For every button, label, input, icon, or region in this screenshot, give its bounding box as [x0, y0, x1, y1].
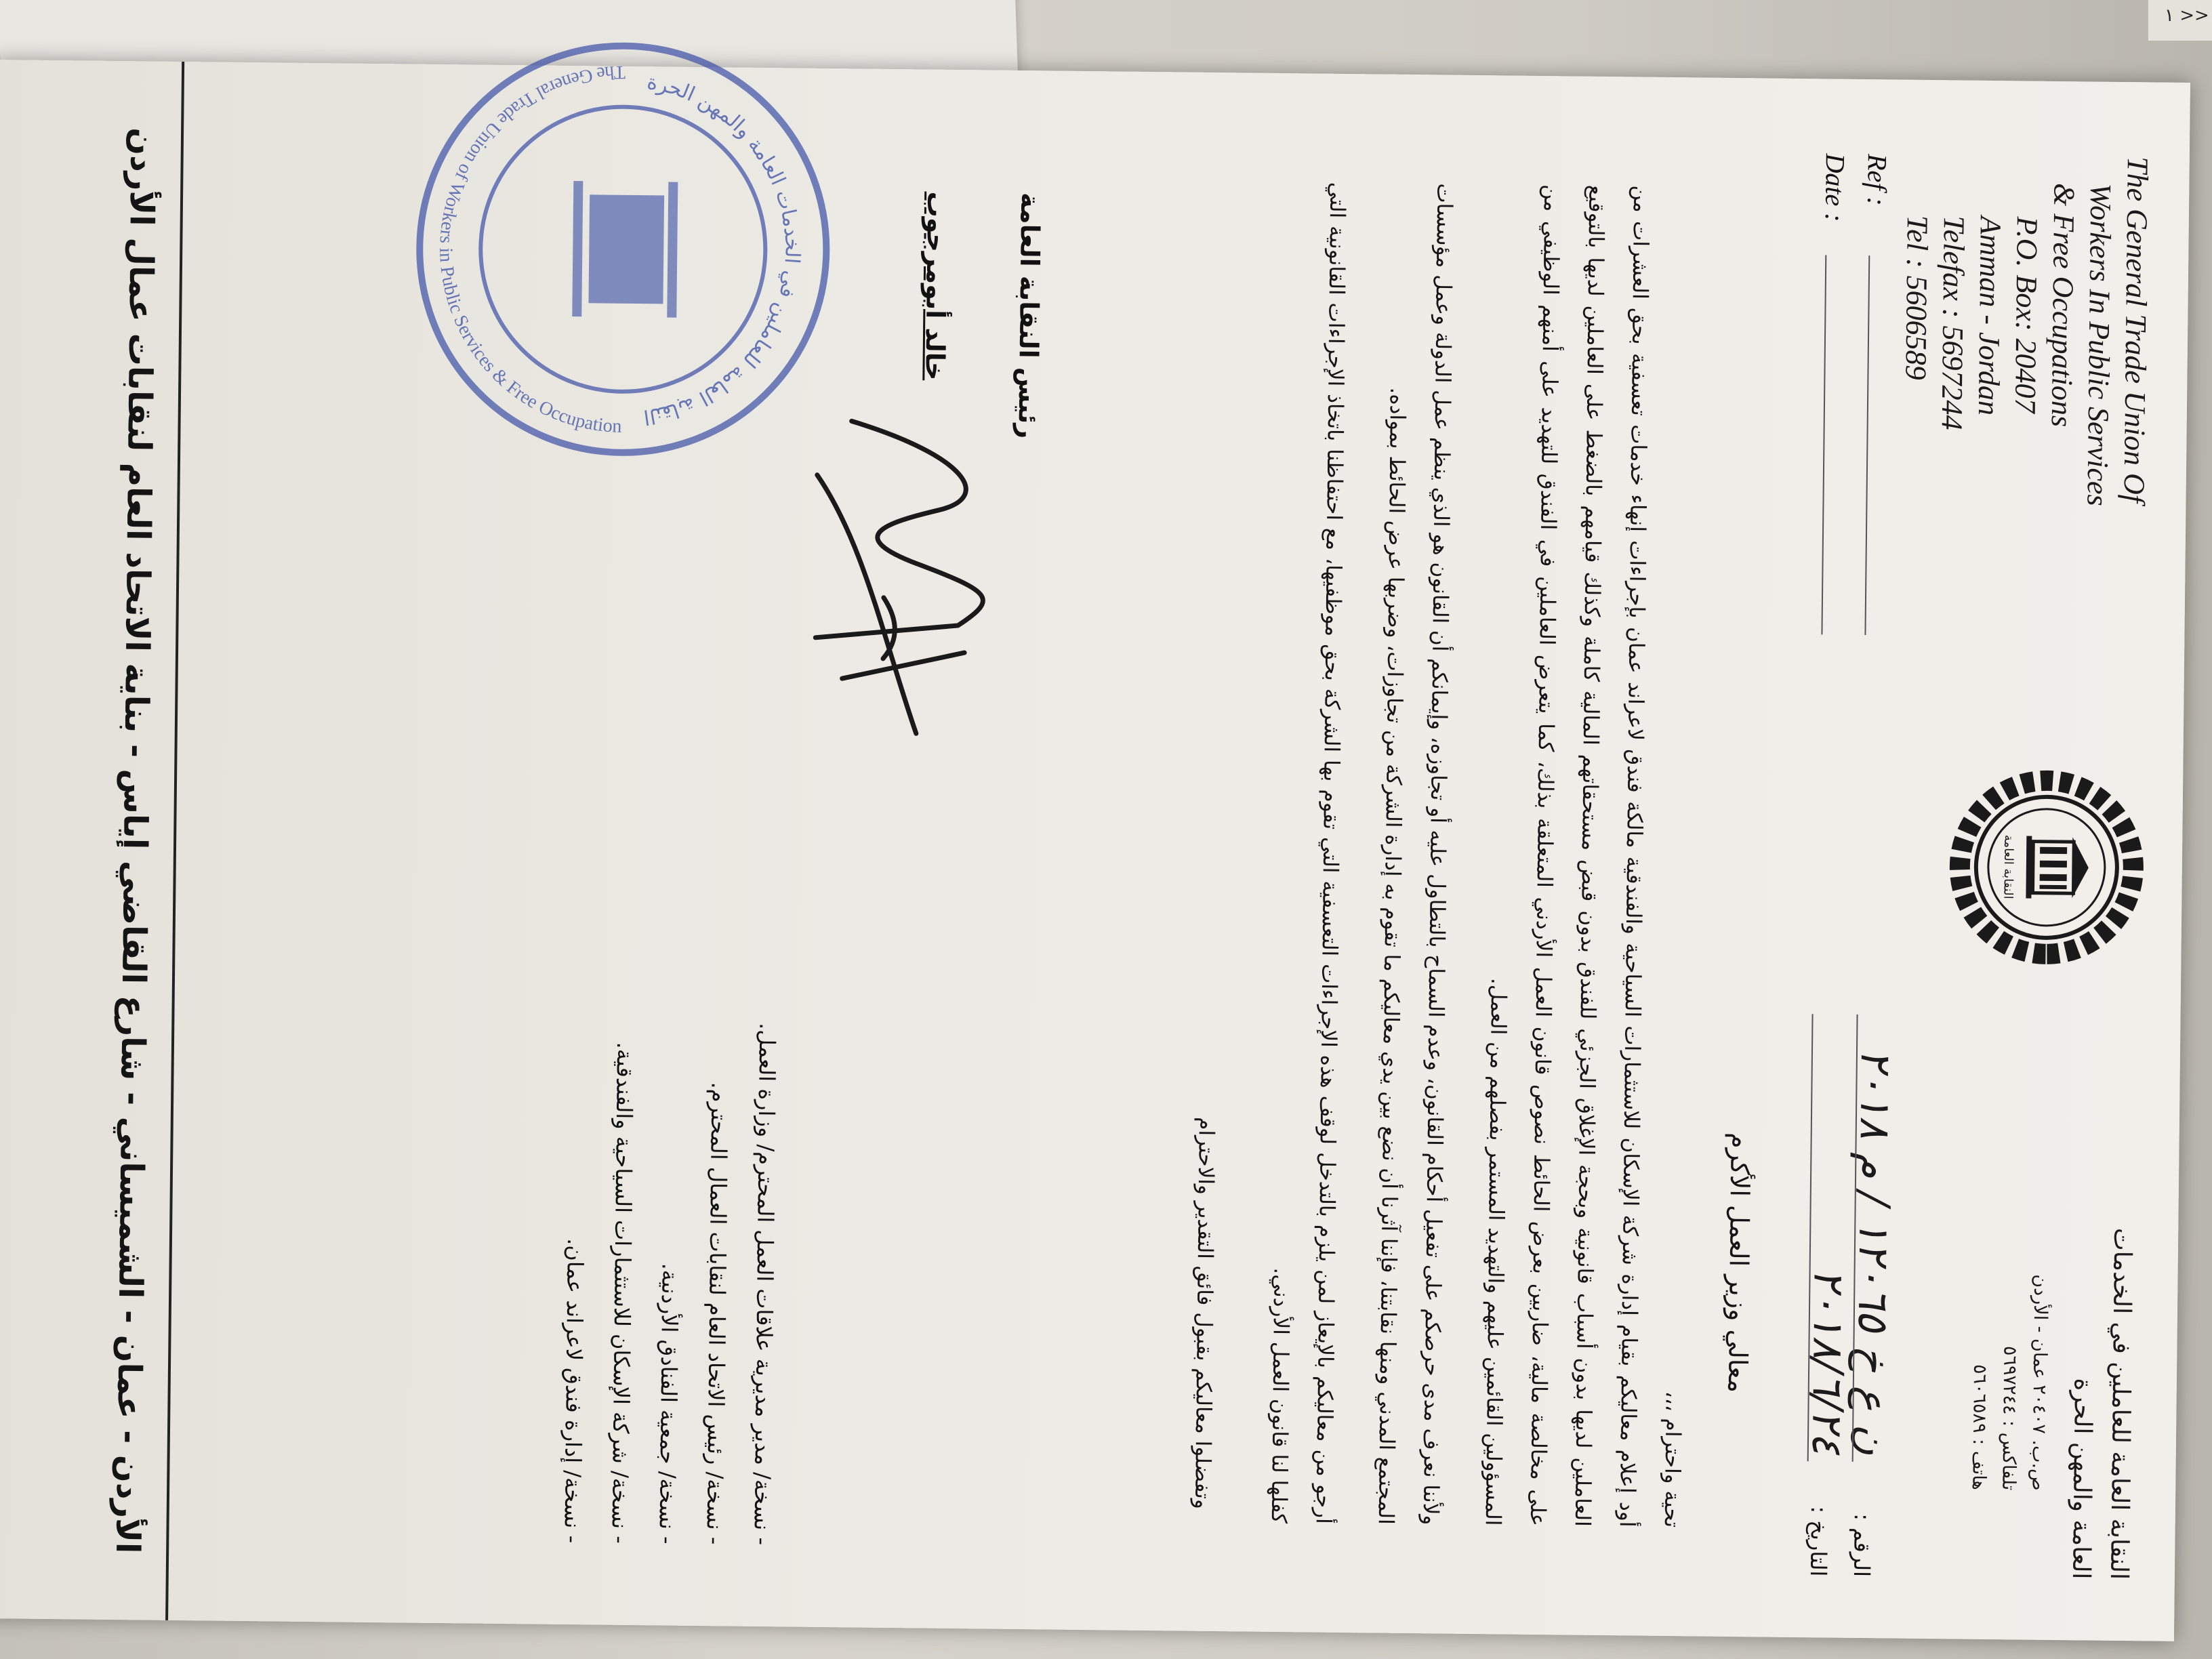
signature-block	[910, 191, 1050, 802]
ref-line-en	[1864, 255, 1870, 635]
date-label-en: Date :	[1819, 153, 1851, 222]
ar-org-name-line: العامة والمهن الحرة	[2066, 1378, 2097, 1580]
ar-org-name-line: النقابة العامة للعاملين في الخدمات	[2104, 1227, 2137, 1580]
ar-contact-line: هاتف : ٥٦٠٦٥٨٩	[1968, 1364, 1991, 1491]
en-letterhead-line: Telefax : 5697244	[1935, 216, 1971, 430]
signatory-name: خالد أبومرجوب	[920, 191, 952, 381]
ref-label-en: Ref :	[1862, 153, 1893, 207]
copy-recipient: - نسخة/ جمعية الفنادق الأردنية.	[654, 1263, 683, 1544]
copies-list	[548, 540, 796, 1546]
english-letterhead	[1895, 155, 2156, 591]
body-paragraph: أرجو من معاليكم بالإيعاز لمن يلزم بالتدخل لوقف هذه الإجراءات التعسفية التي تقوم بها الشركة بحق موظفيها، مع احتفاظنا باتخاذ الإجراءات القانونية التي كفلها لنا قانون العمل الأردني.	[1266, 182, 1350, 1524]
corner-page-mark	[2148, 0, 2212, 41]
letter-document	[0, 60, 2190, 1641]
letter-body	[1182, 181, 1769, 1529]
en-letterhead-line: The General Trade Union Of	[2117, 156, 2154, 504]
copy-recipient: - نسخة/ مدير مديرية علاقات العمل المحترم/ وزارة العمل.	[749, 1022, 781, 1546]
arabic-letterhead	[1963, 1050, 2143, 1580]
address-footer: الأردن - عمان - الشميساني - شارع القاضي إياس - بناية الاتحاد العام لنقابات عمال الأردن	[103, 61, 184, 1620]
body-paragraph: أود إعلام معاليكم بقيام إدارة شركة الإسكان للاستثمارات السياحية والفندقية مالكة فندق لاعراند عمان بإجراءات إنهاء خدمات تعسفية بحق العشرات من العاملين لديها بدون أسباب قانونية وبحجة الإغلاق الجزئي للفندق بدون قبض مستحقاتهم المالية كاملة وكذلك قيامهم بالضغط على العاملين لديها بالتوقيع على مخالصة مالية، ضاربين بعرض الحائط نصوص قانون العمل الأردني المتعلقة بذلك، كما يتعرض العاملين في الفندق للتهديد على أمنهم الوظيفي من المسؤولين القائمين عليهم والتهديد المستمر بفصلهم من العمل.	[1480, 184, 1654, 1528]
en-letterhead-line: & Free Occupations	[2045, 182, 2081, 428]
official-stamp	[384, 9, 863, 489]
date-label-ar: التاريخ :	[1805, 1506, 1832, 1577]
addressee: معالي وزير العمل الأكرم	[1722, 1132, 1755, 1393]
ar-contact-line: ص.ب. ٢٠٤٠٧ عمان - الأردن	[2028, 1274, 2051, 1491]
union-logo-emblem	[1944, 764, 2149, 970]
ref-labels-ar	[1797, 1506, 1884, 1577]
greeting: تحية واحترام ،،،	[1659, 1391, 1685, 1528]
ref-number-handwritten: ن ع خ ١٢٠٦٥ / م ٢٠١٨	[1847, 1048, 1902, 1456]
date-handwritten: ٢٠١٨/٦/٢٤	[1802, 1268, 1854, 1455]
en-letterhead-line: Tel : 5606589	[1899, 215, 1934, 380]
signatory-title: رئيس النقابة العامة	[1012, 192, 1046, 439]
stamp-english-text: The General Trade Union of Workers in Public Services & Free Occupation	[435, 61, 626, 437]
corner-mark-text: ١ >>	[2165, 5, 2209, 26]
en-letterhead-line: Amman - Jordan	[1971, 216, 2007, 416]
ref-label-ar: الرقم :	[1848, 1513, 1875, 1578]
closing-line: وتفضلوا معاليكم بقبول فائق التقدير والاحترام	[1189, 1117, 1218, 1510]
stamp-arabic-text: النقابة العامة للعاملين في الخدمات العامة والمهن الحرة	[642, 70, 804, 429]
copy-recipient: - نسخة/ شركة الإسكان للاستثمارات السياحية والفندقية.	[607, 1042, 638, 1544]
ref-labels-en	[1814, 153, 1898, 222]
body-paragraph: ولأننا نعرف مدى حرصكم على تفعيل أحكام القانون، وعدم السماح بالتطاول عليه أو تجاوزه، وإيمانكم أن القانون هو الذي ينظم عمل الدولة وعمل مؤسسات المجتمع المدني ومنها نقابتنا، فإننا آثرنا أن نضع بين يدي معاليكم ما تقوم به إدارة الشركة من تجاوزات، وضربها عرض الحائط بمواده.	[1373, 183, 1457, 1525]
date-line-en	[1821, 255, 1826, 634]
copy-recipient: - نسخة/ إدارة فندق لاعراند عمان.	[559, 1238, 589, 1544]
en-letterhead-line: Workers In Public Services	[2081, 183, 2118, 506]
logo-caption: النقابة العامة	[2001, 834, 2016, 899]
ar-contact-line: تلفاكس : ٥٦٩٧٢٤٤	[1998, 1345, 2021, 1491]
reference-block	[1795, 153, 1902, 1578]
en-letterhead-line: P.O. Box: 20407	[2008, 216, 2044, 413]
copy-recipient: - نسخة/ رئيس الاتحاد العام لنقابات العمال المحترم.	[701, 1082, 733, 1545]
